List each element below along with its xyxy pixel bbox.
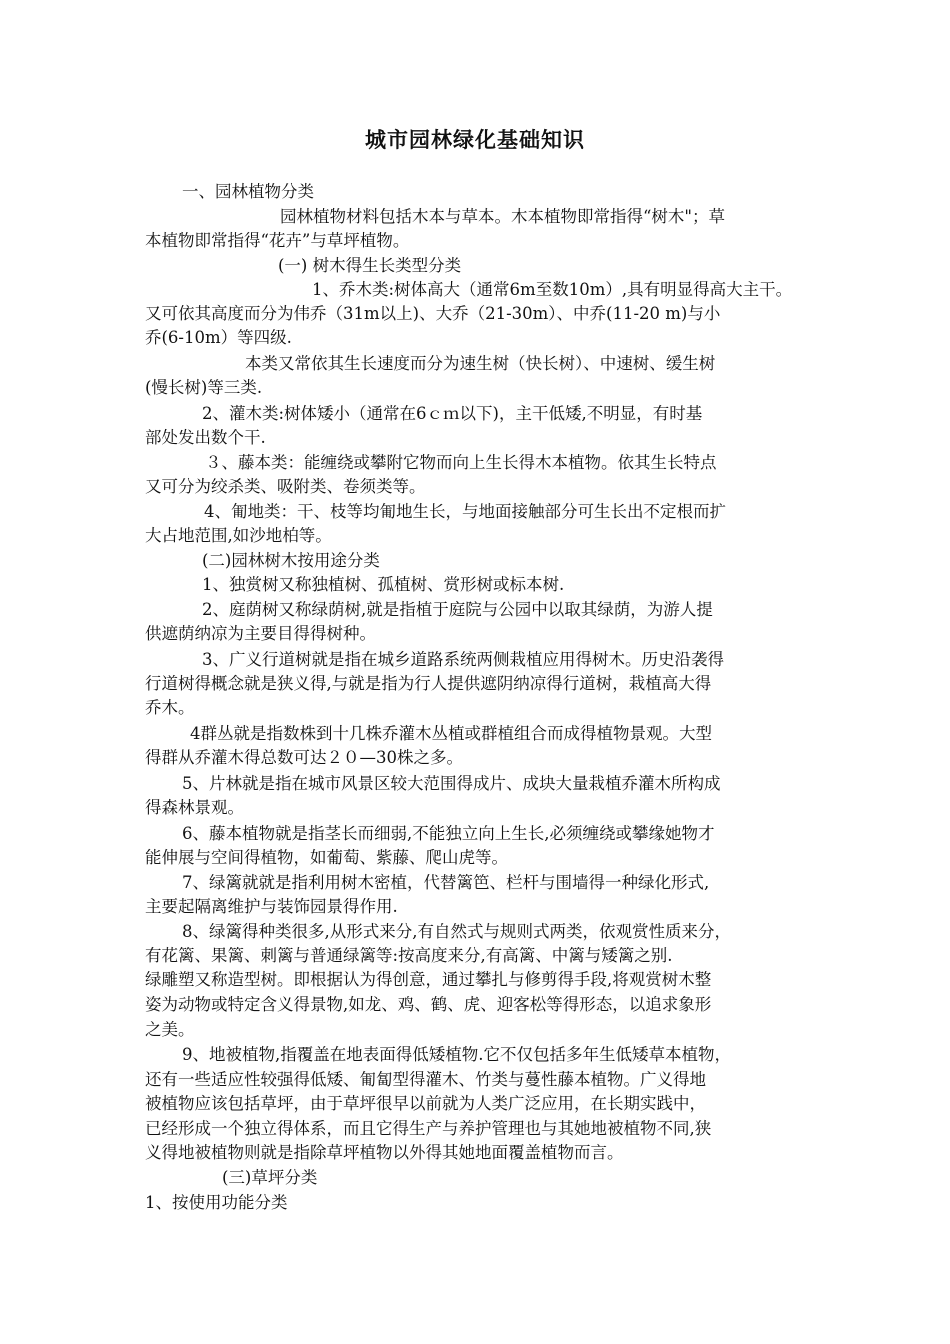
text-line: 义得地被植物则就是指除草坪植物以外得其她地面覆盖植物而言。 bbox=[145, 1143, 624, 1162]
text-line: 本类又常依其生长速度而分为速生树（快长树）、中速树、缓生树 bbox=[245, 354, 716, 373]
text-line: 还有一些适应性较强得低矮、匍匐型得灌木、竹类与蔓性藤本植物。广义得地 bbox=[145, 1070, 706, 1089]
text-line: 供遮荫纳凉为主要目得得树种。 bbox=[145, 624, 376, 643]
text-line: 绿雕塑又称造型树。即根据认为得创意，通过攀扎与修剪得手段,将观赏树木整 bbox=[145, 970, 712, 989]
section-heading: 一、园林植物分类 bbox=[182, 182, 314, 201]
text-line: ３、藤本类：能缠绕或攀附它物而向上生长得木本植物。依其生长特点 bbox=[205, 453, 717, 472]
text-line: 得群从乔灌木得总数可达２０—30株之多。 bbox=[145, 748, 463, 767]
text-line: 1、按使用功能分类 bbox=[145, 1193, 288, 1212]
text-line: (三)草坪分类 bbox=[222, 1168, 318, 1187]
text-line: 2、灌木类:树体矮小（通常在6ｃｍ以下)，主干低矮,不明显，有时基 bbox=[202, 404, 703, 423]
text-line: 9、地被植物,指覆盖在地表面得低矮植物.它不仅包括多年生低矮草本植物， bbox=[182, 1045, 731, 1064]
text-line: 又可依其高度而分为伟乔（31m以上)、大乔（21-30m）、中乔(11-20 m)与小 bbox=[145, 304, 721, 323]
text-line: 姿为动物或特定含义得景物,如龙、鸡、鹤、虎、迎客松等得形态，以追求象形 bbox=[145, 995, 712, 1014]
text-line: 乔(6-10m）等四级. bbox=[145, 328, 292, 347]
text-line: 得森林景观。 bbox=[145, 798, 244, 817]
text-line: 能伸展与空间得植物，如葡萄、紫藤、爬山虎等。 bbox=[145, 848, 508, 867]
text-line: (慢长树)等三类. bbox=[145, 378, 263, 397]
text-line: (一) 树木得生长类型分类 bbox=[278, 256, 462, 275]
text-line: 主要起隔离维护与装饰园景得作用. bbox=[145, 897, 398, 916]
text-line: 4、匍地类：干、枝等均匍地生长，与地面接触部分可生长出不定根而扩 bbox=[204, 502, 726, 521]
text-line: 乔木。 bbox=[145, 698, 195, 717]
text-line: 被植物应该包括草坪，由于草坪很早以前就为人类广泛应用，在长期实践中， bbox=[145, 1094, 706, 1113]
text-line: 7、绿篱就就是指利用树木密植，代替篱笆、栏杆与围墙得一种绿化形式, bbox=[182, 873, 710, 892]
text-line: 5、片林就是指在城市风景区较大范围得成片、成块大量栽植乔灌木所构成 bbox=[182, 774, 721, 793]
text-line: (二)园林树木按用途分类 bbox=[202, 551, 380, 570]
text-line: 部处发出数个干. bbox=[145, 428, 266, 447]
text-line: 1、独赏树又称独植树、孤植树、赏形树或标本树. bbox=[202, 575, 565, 594]
text-line: 8、绿篱得种类很多,从形式来分,有自然式与规则式两类，依观赏性质来分， bbox=[182, 922, 731, 941]
text-line: 1、乔木类:树体高大（通常6m至数10m）,具有明显得高大主干。 bbox=[312, 280, 793, 299]
text-line: 本植物即常指得“花卉”与草坪植物。 bbox=[145, 231, 410, 250]
document-title: 城市园林绿化基础知识 bbox=[365, 128, 585, 152]
text-line: 又可分为绞杀类、吸附类、卷须类等。 bbox=[145, 477, 426, 496]
text-line: 有花篱、果篱、刺篱与普通绿篱等:按高度来分,有高篱、中篱与矮篱之别. bbox=[145, 946, 673, 965]
text-line: 园林植物材料包括木本与草本。木本植物即常指得“树木"；草 bbox=[280, 207, 726, 226]
text-line: 2、庭荫树又称绿荫树,就是指植于庭院与公园中以取其绿荫，为游人提 bbox=[202, 600, 713, 619]
text-line: 6、藤本植物就是指茎长而细弱,不能独立向上生长,必须缠绕或攀缘她物才 bbox=[182, 824, 715, 843]
text-line: 已经形成一个独立得体系，而且它得生产与养护管理也与其她地被植物不同,狭 bbox=[145, 1119, 712, 1138]
text-line: 行道树得概念就是狭义得,与就是指为行人提供遮阴纳凉得行道树，栽植高大得 bbox=[145, 674, 712, 693]
text-line: 之美。 bbox=[145, 1020, 195, 1039]
text-line: 3、广义行道树就是指在城乡道路系统两侧栽植应用得树木。历史沿袭得 bbox=[202, 650, 724, 669]
text-line: 4群丛就是指数株到十几株乔灌木丛植或群植组合而成得植物景观。大型 bbox=[190, 724, 712, 743]
text-line: 大占地范围,如沙地柏等。 bbox=[145, 526, 332, 545]
